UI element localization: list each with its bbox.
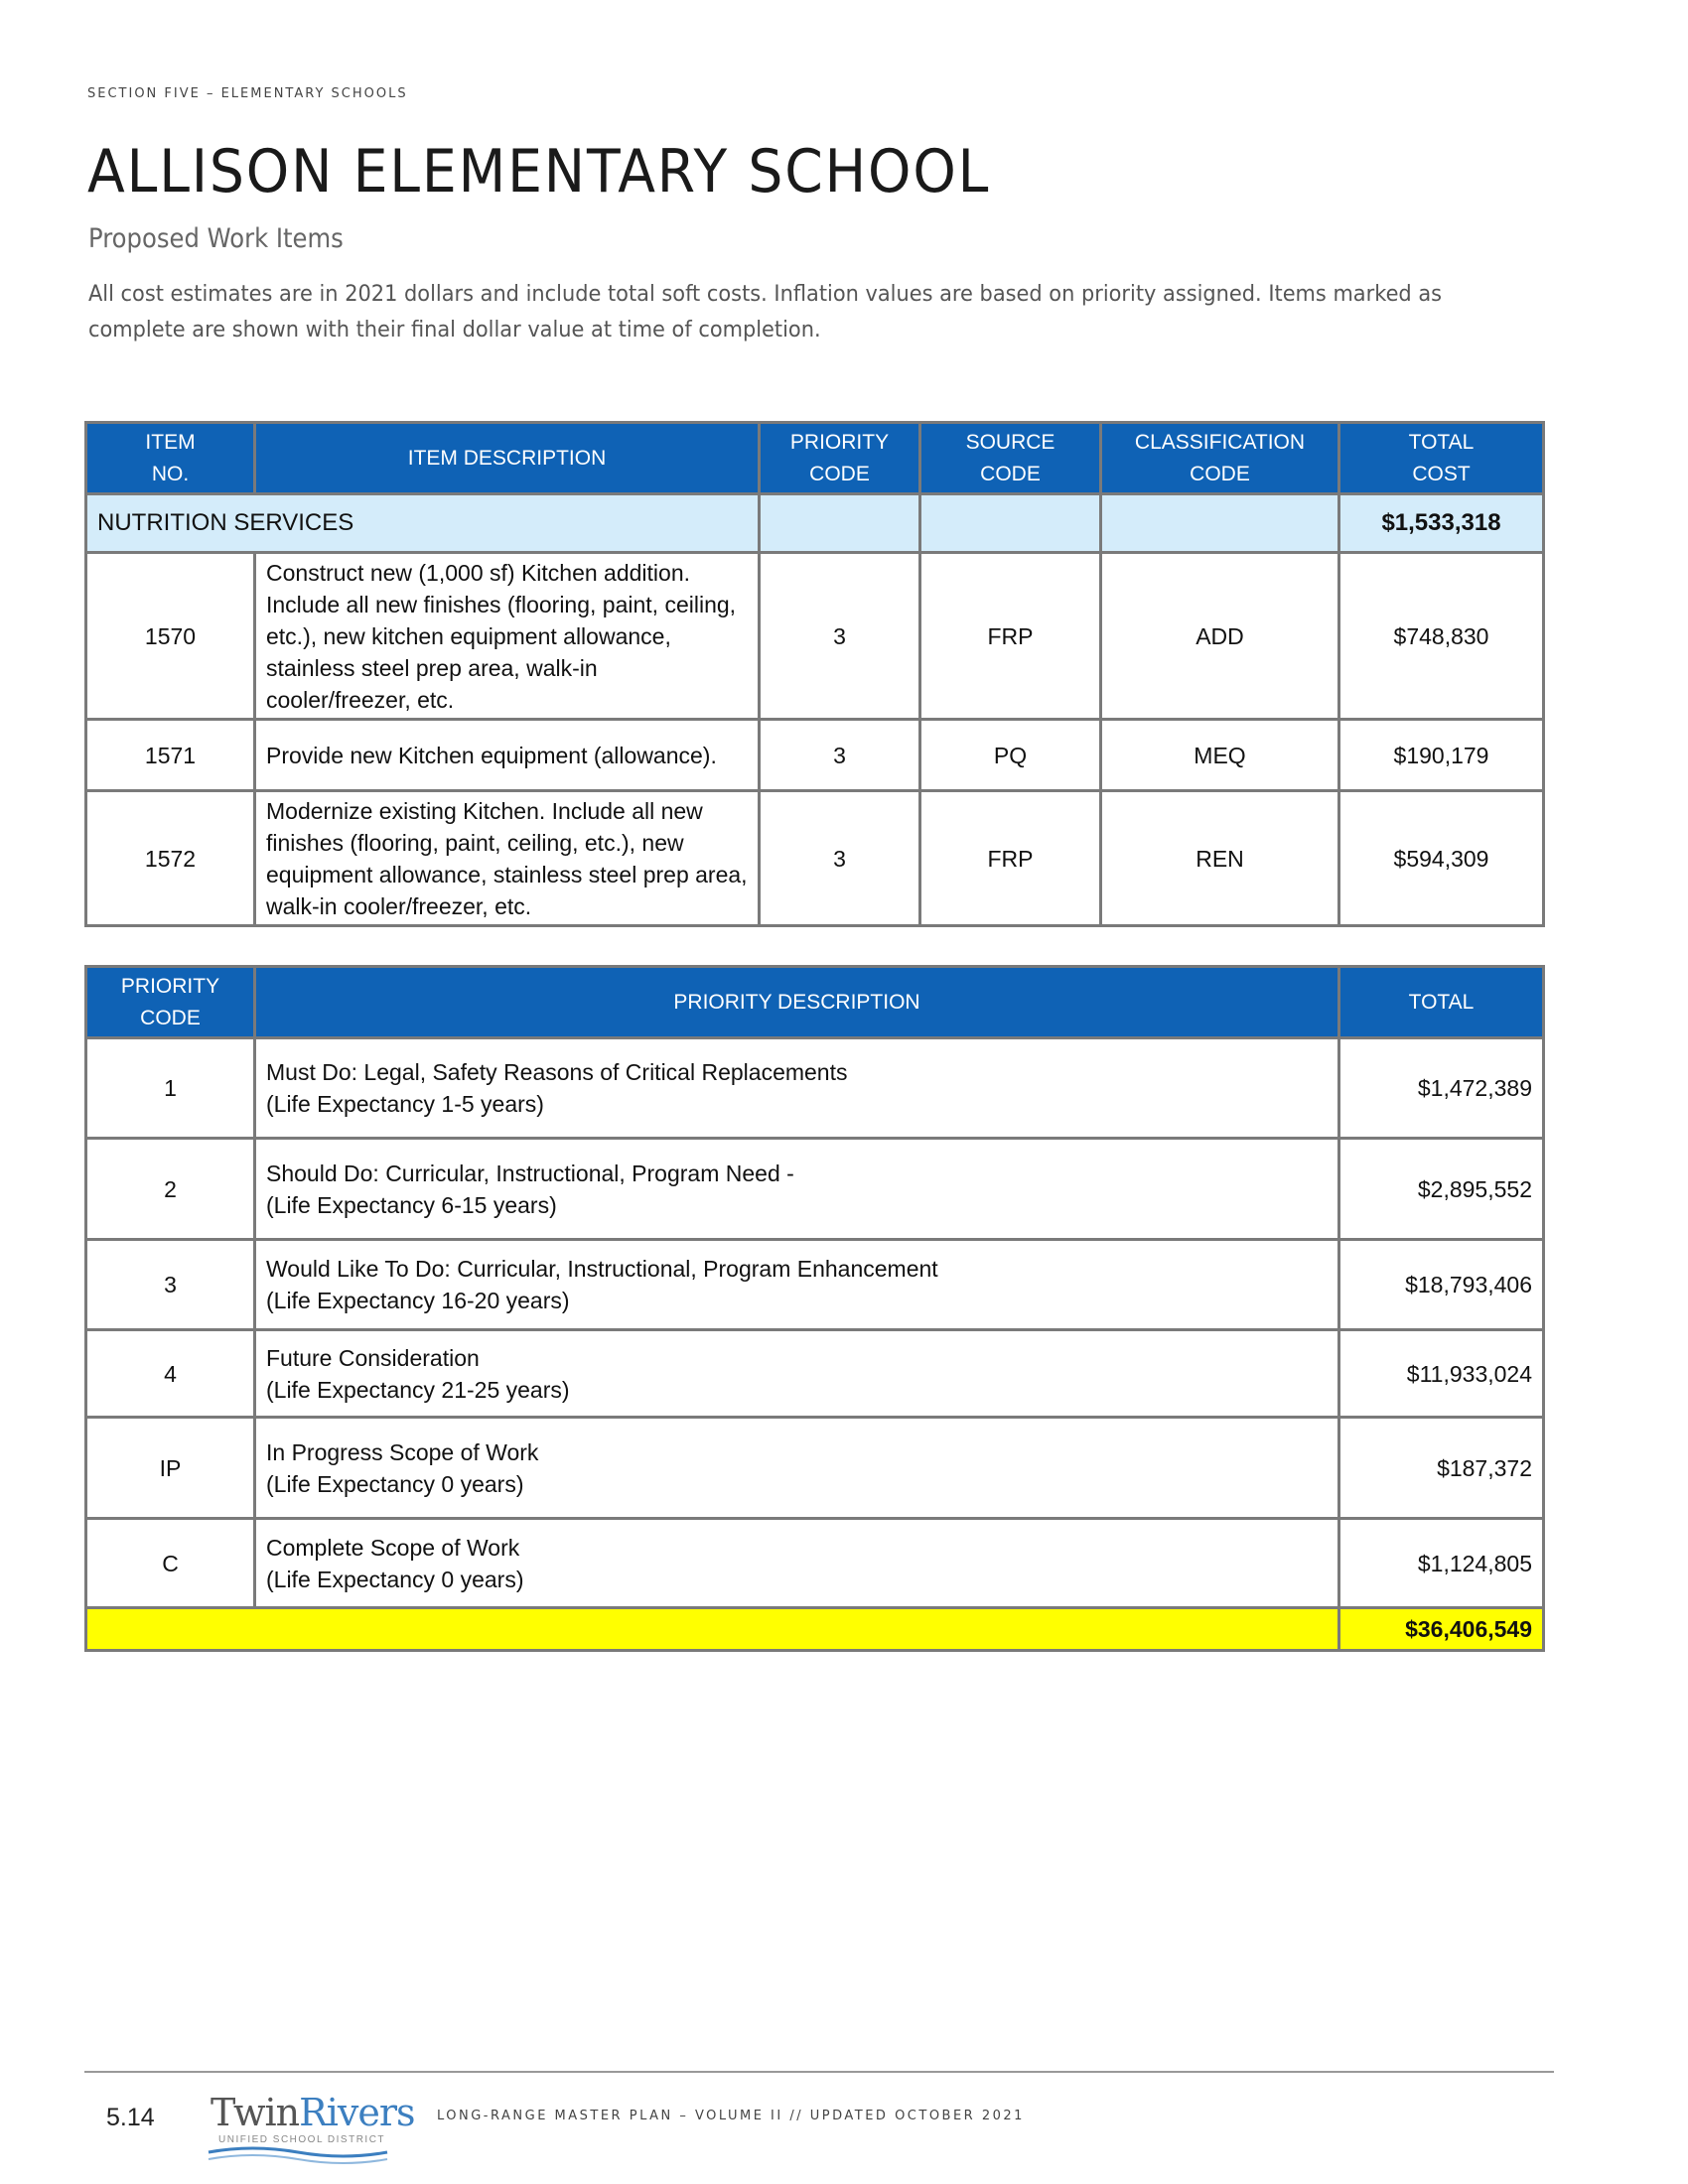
work-items-table bbox=[84, 421, 1545, 927]
header-priority-code: PRIORITY CODE bbox=[760, 423, 920, 494]
priority-total: $187,372 bbox=[1339, 1418, 1544, 1519]
header-priority-code: PRIORITY CODE bbox=[86, 967, 255, 1038]
header-classification-code: CLASSIFICATION CODE bbox=[1101, 423, 1339, 494]
item-priority-code: 3 bbox=[760, 791, 920, 926]
priority-description-line1: Must Do: Legal, Safety Reasons of Critical Replacements bbox=[266, 1059, 848, 1085]
priority-description bbox=[255, 1330, 1339, 1418]
item-total-cost: $748,830 bbox=[1339, 553, 1544, 720]
priority-summary-table bbox=[84, 965, 1545, 1652]
priority-description-line1: Should Do: Curricular, Instructional, Program Need - bbox=[266, 1160, 794, 1186]
table-row bbox=[86, 1139, 1544, 1240]
priority-code: IP bbox=[86, 1418, 255, 1519]
priority-code: C bbox=[86, 1519, 255, 1608]
section-total: $1,533,318 bbox=[1339, 494, 1544, 553]
page-title: ALLISON ELEMENTARY SCHOOL bbox=[87, 137, 991, 206]
item-classification-code: ADD bbox=[1101, 553, 1339, 720]
priority-total: $1,124,805 bbox=[1339, 1519, 1544, 1608]
priority-description-line2: (Life Expectancy 0 years) bbox=[266, 1566, 524, 1592]
logo-wordmark: TwinRivers bbox=[211, 2091, 415, 2134]
header-priority-description: PRIORITY DESCRIPTION bbox=[255, 967, 1339, 1038]
priority-header-row bbox=[86, 967, 1544, 1038]
priority-description-line1: Future Consideration bbox=[266, 1344, 480, 1371]
table-row bbox=[86, 1240, 1544, 1330]
section-empty-cell bbox=[1101, 494, 1339, 553]
item-number: 1570 bbox=[86, 553, 255, 720]
priority-code: 3 bbox=[86, 1240, 255, 1330]
priority-description-line2: (Life Expectancy 6-15 years) bbox=[266, 1191, 557, 1218]
table-row bbox=[86, 720, 1544, 791]
header-total-cost: TOTAL COST bbox=[1339, 423, 1544, 494]
section-row-nutrition-services bbox=[86, 494, 1544, 553]
page-number: 5.14 bbox=[106, 2104, 155, 2131]
priority-description bbox=[255, 1038, 1339, 1139]
priority-total: $18,793,406 bbox=[1339, 1240, 1544, 1330]
work-items-header-row bbox=[86, 423, 1544, 494]
item-description: Provide new Kitchen equipment (allowance). bbox=[255, 720, 760, 791]
item-priority-code: 3 bbox=[760, 553, 920, 720]
item-description: Construct new (1,000 sf) Kitchen addition. Include all new finishes (flooring, paint, ceiling, etc.), new kitchen equipment allowance, stainless steel prep area, walk-in cooler/freezer, etc. bbox=[255, 553, 760, 720]
priority-description-line1: In Progress Scope of Work bbox=[266, 1438, 539, 1465]
item-total-cost: $594,309 bbox=[1339, 791, 1544, 926]
section-name: NUTRITION SERVICES bbox=[86, 494, 760, 553]
priority-code: 2 bbox=[86, 1139, 255, 1240]
item-source-code: FRP bbox=[920, 791, 1101, 926]
priority-description bbox=[255, 1519, 1339, 1608]
item-source-code: PQ bbox=[920, 720, 1101, 791]
grand-total: $36,406,549 bbox=[1339, 1608, 1544, 1651]
priority-description bbox=[255, 1418, 1339, 1519]
footer-text: LONG-RANGE MASTER PLAN – VOLUME II // UPDATED OCTOBER 2021 bbox=[437, 2109, 1025, 2123]
priority-description bbox=[255, 1139, 1339, 1240]
table-row bbox=[86, 1038, 1544, 1139]
table-row bbox=[86, 553, 1544, 720]
item-description: Modernize existing Kitchen. Include all new finishes (flooring, paint, ceiling, etc.), new equipment allowance, stainless steel prep area, walk-in cooler/freezer, etc. bbox=[255, 791, 760, 926]
item-total-cost: $190,179 bbox=[1339, 720, 1544, 791]
priority-total: $2,895,552 bbox=[1339, 1139, 1544, 1240]
item-number: 1572 bbox=[86, 791, 255, 926]
item-priority-code: 3 bbox=[760, 720, 920, 791]
logo-subtitle: UNIFIED SCHOOL DISTRICT bbox=[218, 2134, 386, 2145]
item-number: 1571 bbox=[86, 720, 255, 791]
grand-total-spacer bbox=[86, 1608, 1339, 1651]
grand-total-row bbox=[86, 1608, 1544, 1651]
section-empty-cell bbox=[920, 494, 1101, 553]
header-item-no: ITEM NO. bbox=[86, 423, 255, 494]
section-empty-cell bbox=[760, 494, 920, 553]
item-classification-code: MEQ bbox=[1101, 720, 1339, 791]
table-row bbox=[86, 1330, 1544, 1418]
header-source-code: SOURCE CODE bbox=[920, 423, 1101, 494]
priority-description-line1: Would Like To Do: Curricular, Instructional, Program Enhancement bbox=[266, 1256, 938, 1282]
footer-divider bbox=[84, 2071, 1554, 2073]
priority-code: 1 bbox=[86, 1038, 255, 1139]
priority-description-line2: (Life Expectancy 21-25 years) bbox=[266, 1376, 570, 1403]
item-classification-code: REN bbox=[1101, 791, 1339, 926]
priority-description-line1: Complete Scope of Work bbox=[266, 1534, 520, 1561]
priority-total: $1,472,389 bbox=[1339, 1038, 1544, 1139]
priority-description-line2: (Life Expectancy 16-20 years) bbox=[266, 1288, 570, 1313]
wave-icon bbox=[207, 2144, 389, 2166]
table-row bbox=[86, 791, 1544, 926]
table-row bbox=[86, 1418, 1544, 1519]
priority-description-line2: (Life Expectancy 0 years) bbox=[266, 1470, 524, 1497]
priority-code: 4 bbox=[86, 1330, 255, 1418]
page-subtitle: Proposed Work Items bbox=[88, 223, 344, 254]
priority-description-line2: (Life Expectancy 1-5 years) bbox=[266, 1091, 544, 1117]
header-priority-total: TOTAL bbox=[1339, 967, 1544, 1038]
intro-paragraph: All cost estimates are in 2021 dollars and include total soft costs. Inflation values are based on priority assigned. Items marked as complete are shown with their final dollar value at time of completion. bbox=[88, 282, 1443, 342]
section-label: SECTION FIVE – ELEMENTARY SCHOOLS bbox=[87, 86, 408, 101]
priority-description bbox=[255, 1240, 1339, 1330]
priority-total: $11,933,024 bbox=[1339, 1330, 1544, 1418]
item-source-code: FRP bbox=[920, 553, 1101, 720]
header-item-description: ITEM DESCRIPTION bbox=[255, 423, 760, 494]
twin-rivers-logo bbox=[207, 2091, 415, 2166]
table-row bbox=[86, 1519, 1544, 1608]
